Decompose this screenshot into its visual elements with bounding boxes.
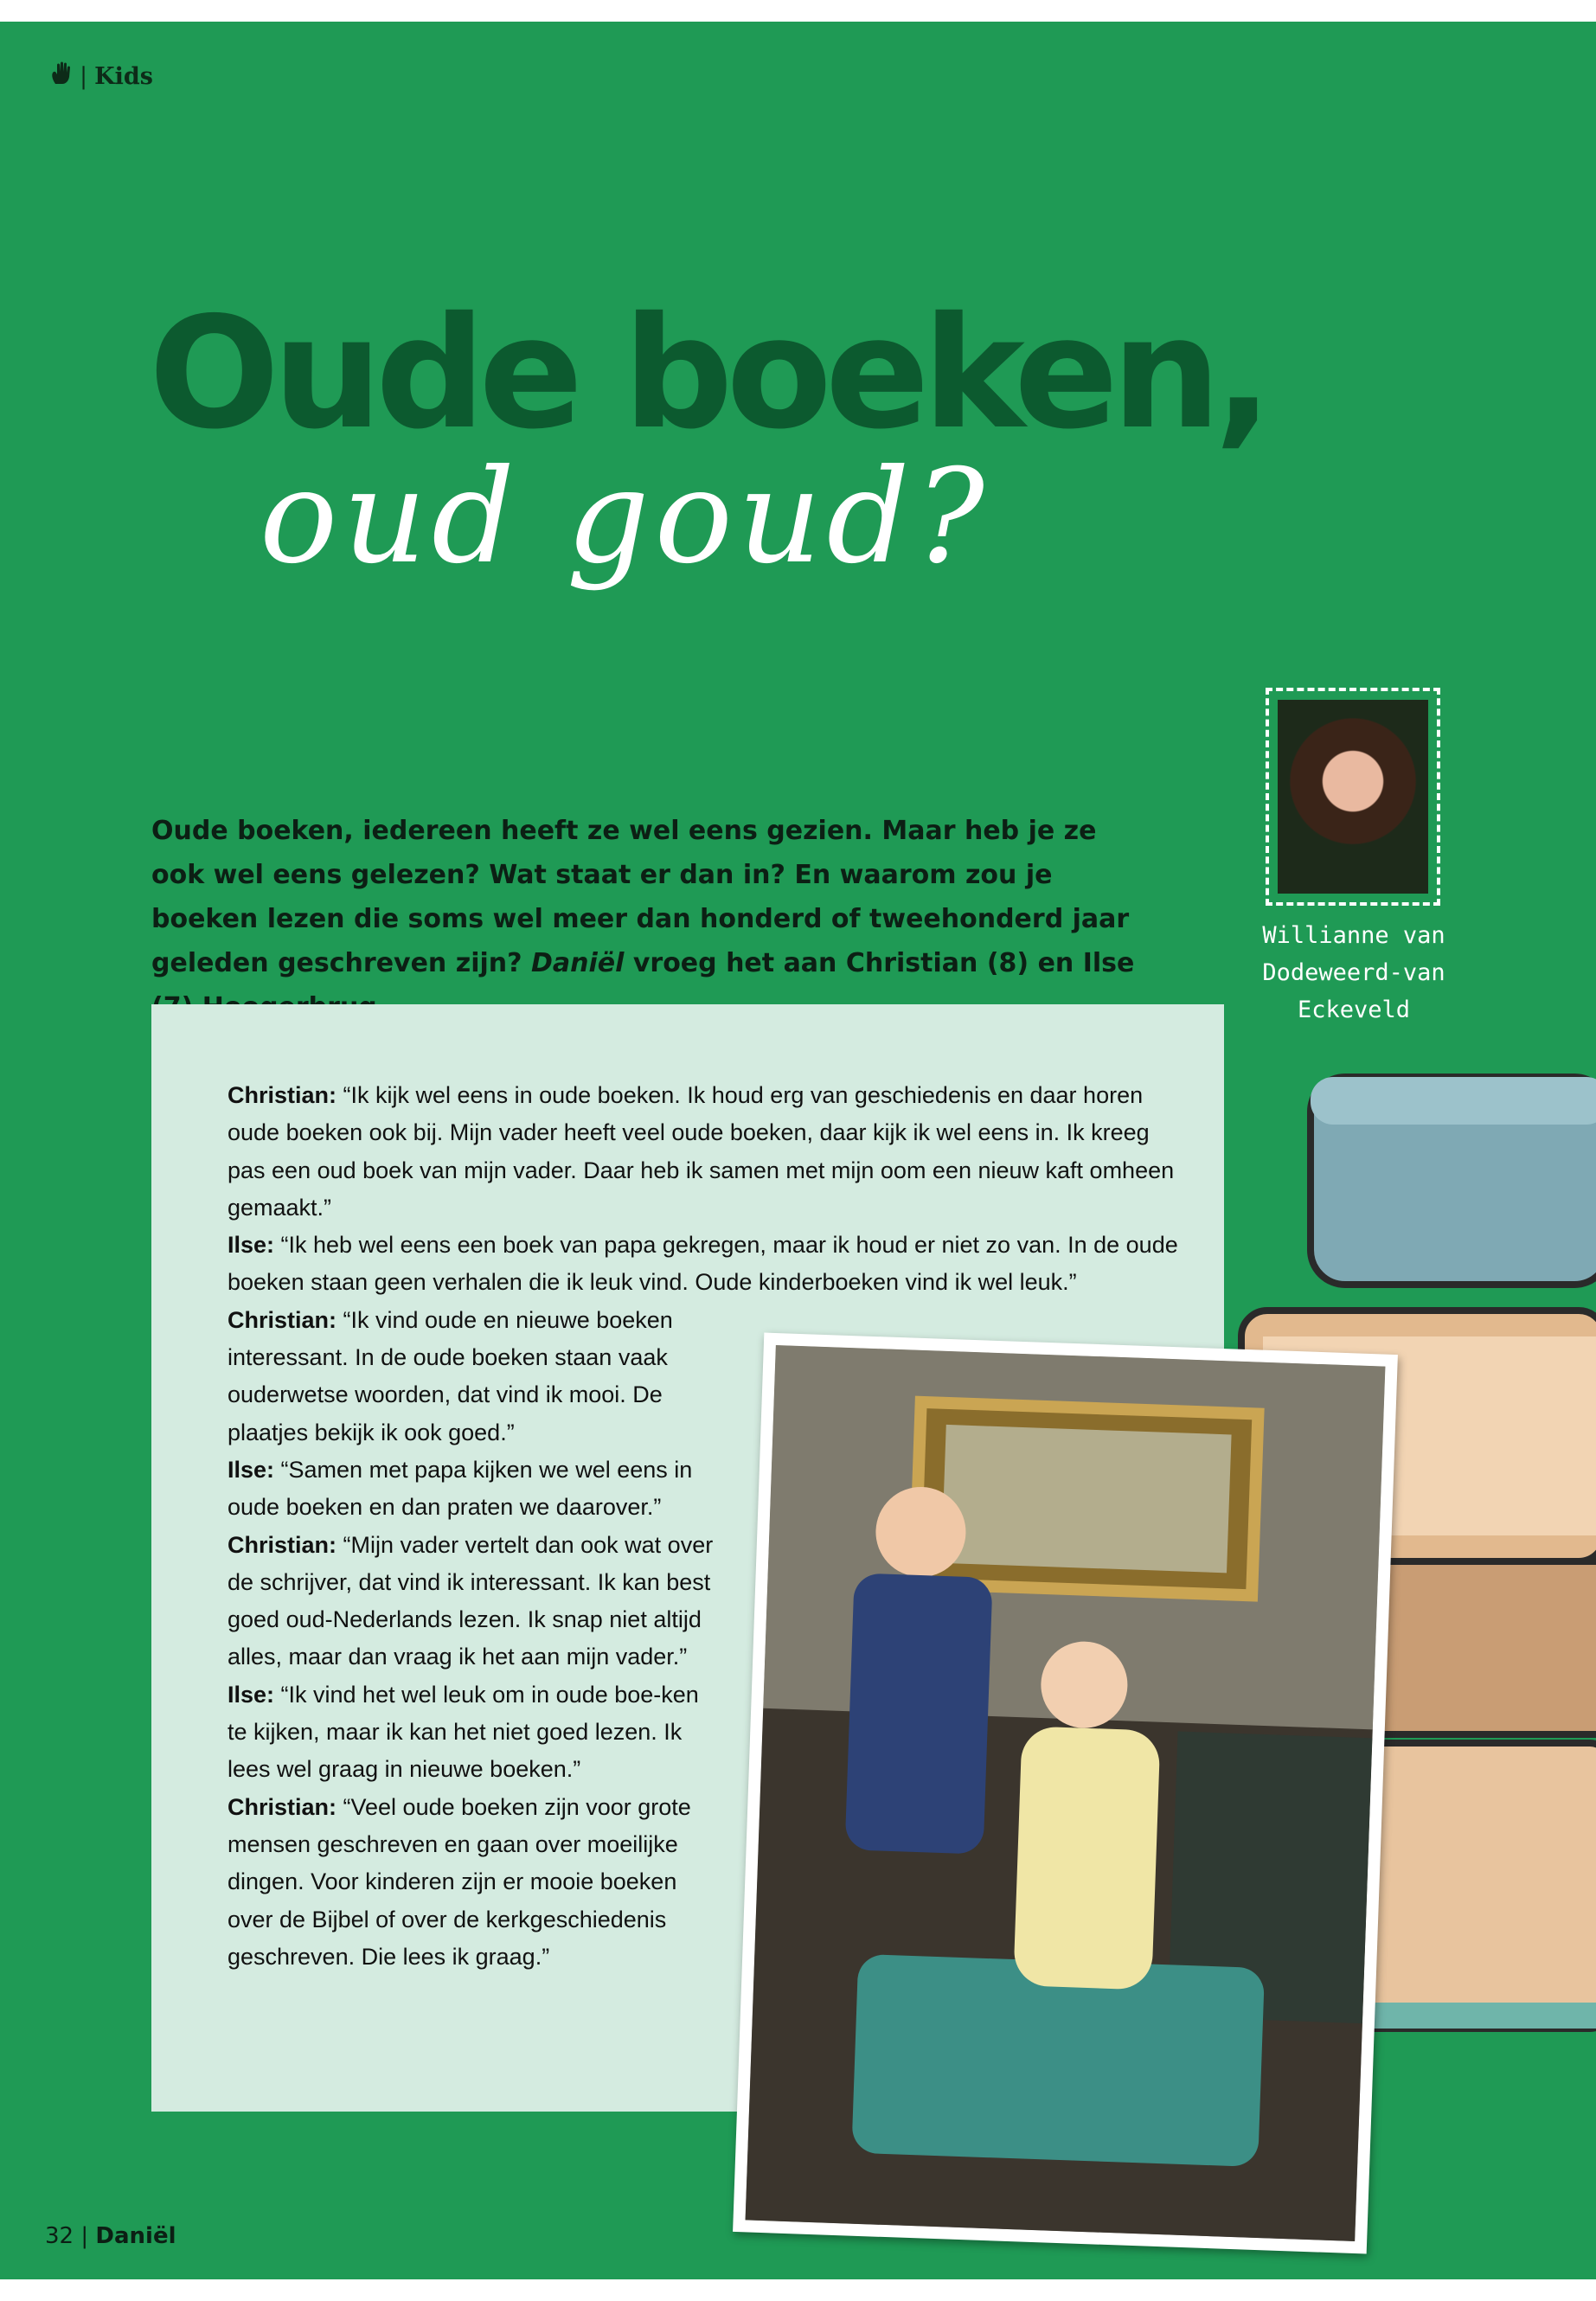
interview-quote: “Ik vind het wel leuk om in oude boe-ken te kijken, maar ik kan het niet goed lezen. Ik lees wel graag in nieuwe boeken.” <box>228 1681 699 1783</box>
intro-magazine: Daniël <box>530 948 625 978</box>
interview-narrow-column <box>228 1302 721 1976</box>
interview-answer <box>228 1676 721 1789</box>
children-photo <box>733 1333 1398 2254</box>
page-number: 32 <box>45 2223 74 2249</box>
interview-speaker: Ilse: <box>228 1232 275 1259</box>
interview-answer <box>228 1227 1179 1302</box>
interview-speaker: Ilse: <box>228 1681 275 1708</box>
interview-quote: “Ik heb wel eens een boek van papa gekregen, maar ik houd er niet zo van. In de oude boeken staan geen verhalen die ik leuk vind. Oude kinderboeken vind ik wel leuk.” <box>228 1232 1178 1296</box>
page-footer <box>45 2223 176 2249</box>
section-separator: | <box>80 63 88 90</box>
interview-quote: “Samen met papa kijken we wel eens in oude boeken en dan praten we daarover.” <box>228 1456 693 1521</box>
author-name-line1: Willianne van <box>1262 922 1445 949</box>
interview-speaker: Christian: <box>228 1531 337 1558</box>
title-line2: oud goud? <box>260 442 990 593</box>
section-label: Kids <box>94 63 153 90</box>
footer-magazine: Daniël <box>95 2223 176 2249</box>
footer-separator: | <box>80 2223 89 2249</box>
author-photo-frame <box>1266 688 1440 906</box>
interview-quote: “Veel oude boeken zijn voor grote mensen geschreven en gaan over moeilijke dingen. Voor kinderen zijn er mooie boeken over de Bijbel of over de kerkgeschiedenis geschreven. Die lees ik graag.” <box>228 1793 691 1970</box>
hand-icon <box>50 61 73 92</box>
interview-speaker: Christian: <box>228 1793 337 1820</box>
interview-answer <box>228 1789 721 1976</box>
intro-text-before: Oude boeken, iedereen heeft ze wel eens gezien. Maar heb je ze ook wel eens gelezen? Wat staat er dan in? En waarom zou je boeken lezen die soms wel meer dan honderd of tweehonderd jaar geleden geschreven zijn? <box>151 816 1130 978</box>
interview-speaker: Christian: <box>228 1306 337 1333</box>
author-photo <box>1278 700 1428 894</box>
interview-answer <box>228 1077 1179 1227</box>
interview-quote: “Ik kijk wel eens in oude boeken. Ik houd erg van geschiedenis en daar horen oude boeken ook bij. Mijn vader heeft veel oude boeken, daar kijk ik wel eens in. Ik kreeg pas een oud boek van mijn vader. Daar heb ik samen met mijn oom een nieuw kaft omheen gemaakt.” <box>228 1082 1175 1221</box>
interview-speaker: Ilse: <box>228 1456 275 1483</box>
interview-answer <box>228 1302 721 1452</box>
intro-text-after: vroeg het aan Christian (8) en Ilse <box>632 948 1135 978</box>
author-name-line2: Dodeweerd-van <box>1262 959 1445 986</box>
section-header <box>50 61 153 92</box>
children-photo-image <box>746 1345 1386 2241</box>
title-line1: Oude boeken, <box>149 284 1266 463</box>
interview-answer <box>228 1527 721 1676</box>
page <box>0 22 1596 2279</box>
interview-speaker: Christian: <box>228 1082 337 1108</box>
author-caption <box>1224 917 1484 1029</box>
interview-quote: “Mijn vader vertelt dan ook wat over de schrijver, dat vind ik interessant. Ik kan best goed oud-Nederlands lezen. Ik snap niet altijd alles, maar dan vraag ik het aan mijn vader.” <box>228 1531 714 1670</box>
interview-quote: “Ik vind oude en nieuwe boeken interessant. In de oude boeken staan vaak ouderwetse woorden, dat vind ik mooi. De plaatjes bekijk ik ook goed.” <box>228 1306 673 1445</box>
interview-answer <box>228 1452 721 1527</box>
author-name-line3: Eckeveld <box>1297 997 1411 1023</box>
intro-paragraph <box>151 809 1155 1029</box>
